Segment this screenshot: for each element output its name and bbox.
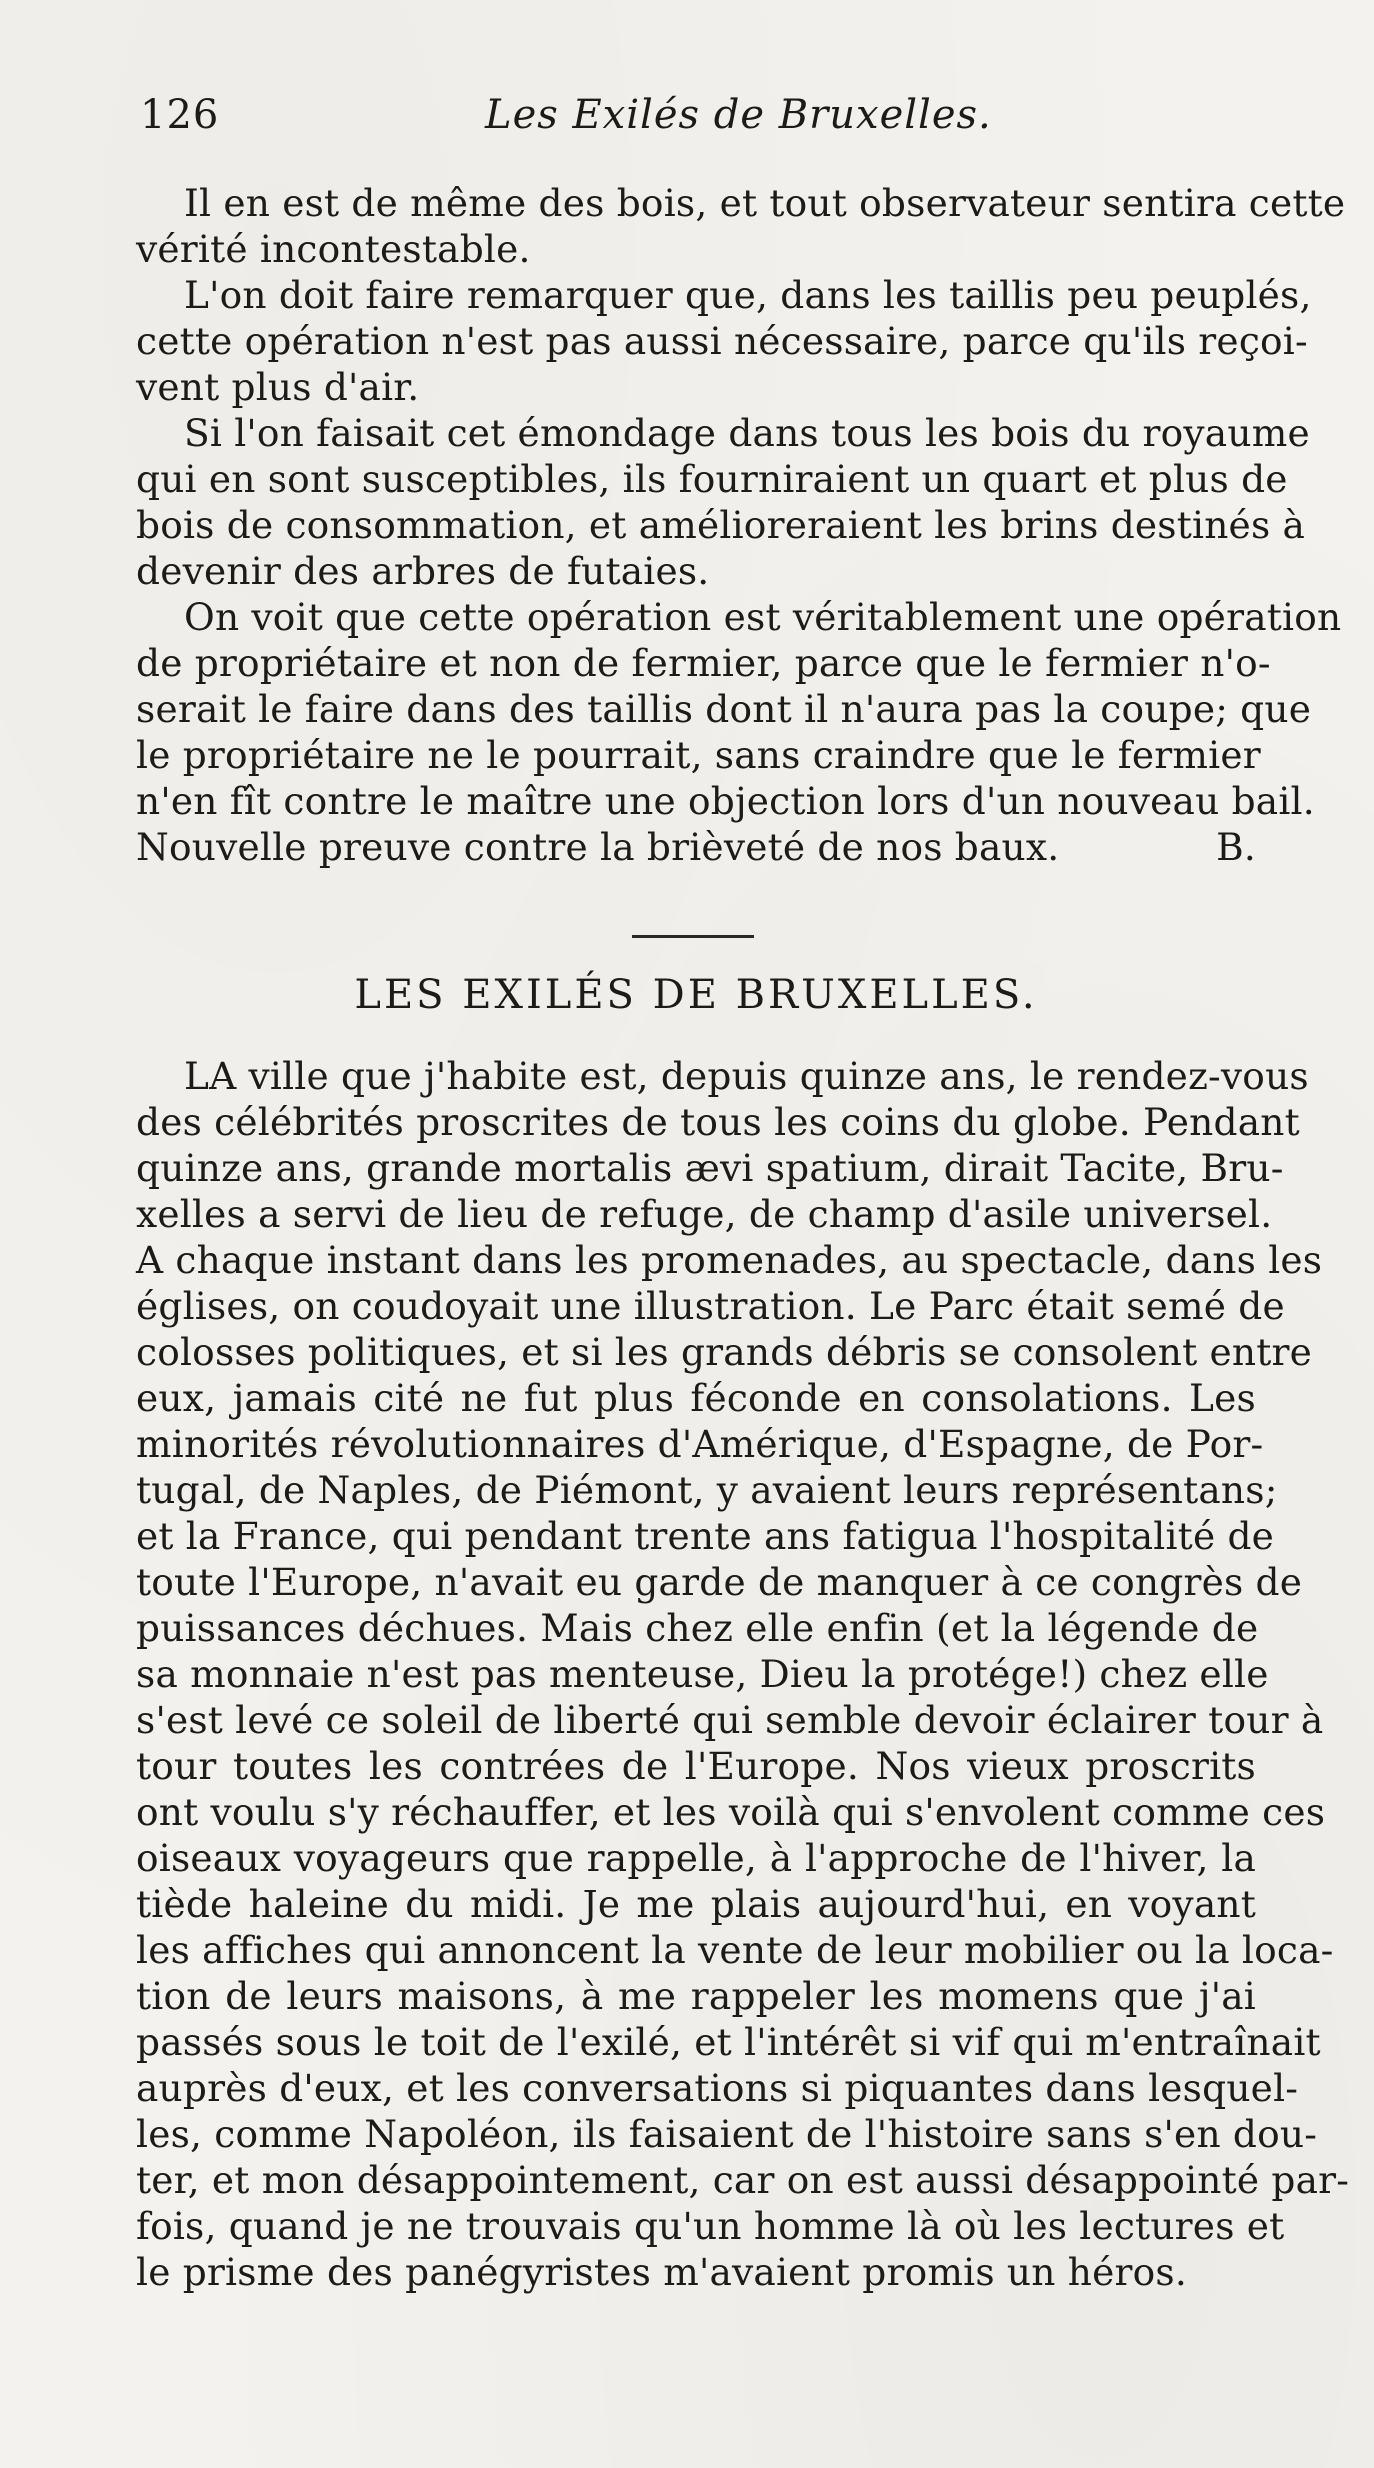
text-line: tour toutes les contrées de l'Europe. Nos vieux proscrits	[136, 1744, 1256, 1788]
text-line: puissances déchues. Mais chez elle enfin (et la légende de	[136, 1606, 1259, 1650]
text-line: serait le faire dans des taillis dont il n'aura pas la coupe; que	[136, 687, 1312, 731]
text-line: vent plus d'air.	[136, 365, 420, 409]
text-line: églises, on coudoyait une illustration. Le Parc était semé de	[136, 1284, 1285, 1328]
text-line: LA ville que j'habite est, depuis quinze ans, le rendez-vous	[184, 1054, 1309, 1098]
text-line: qui en sont susceptibles, ils fourniraient un quart et plus de	[136, 457, 1288, 501]
text-line: bois de consommation, et amélioreraient les brins destinés à	[136, 503, 1306, 547]
text-line-last	[136, 824, 1256, 870]
text-line: les affiches qui annoncent la vente de leur mobilier ou la loca-	[136, 1928, 1334, 1972]
text-line: sa monnaie n'est pas menteuse, Dieu la protége!) chez elle	[136, 1652, 1269, 1696]
text-line: tugal, de Naples, de Piémont, y avaient leurs représentans;	[136, 1468, 1278, 1512]
article-emondage	[136, 180, 1346, 870]
text-line: s'est levé ce soleil de liberté qui semble devoir éclairer tour à	[136, 1698, 1324, 1742]
text-line: xelles a servi de lieu de refuge, de champ d'asile universel.	[136, 1192, 1273, 1236]
text-line: ont voulu s'y réchauffer, et les voilà qui s'envolent comme ces	[136, 1790, 1326, 1834]
section-divider	[632, 935, 754, 938]
text-line: Il en est de même des bois, et tout observateur sentira cette	[184, 181, 1346, 225]
text-line: le propriétaire ne le pourrait, sans craindre que le fermier	[136, 733, 1261, 777]
text-line: de propriétaire et non de fermier, parce que le fermier n'o-	[136, 641, 1271, 685]
author-signature: B.	[1216, 825, 1256, 869]
text-line: toute l'Europe, n'avait eu garde de manquer à ce congrès de	[136, 1560, 1303, 1604]
text-line: devenir des arbres de futaies.	[136, 549, 710, 593]
text-line: auprès d'eux, et les conversations si piquantes dans lesquel-	[136, 2066, 1299, 2110]
text-line: vérité incontestable.	[136, 227, 531, 271]
text-line: A chaque instant dans les promenades, au spectacle, dans les	[136, 1238, 1323, 1282]
text-line: et la France, qui pendant trente ans fatigua l'hospitalité de	[136, 1514, 1275, 1558]
text-line: Si l'on faisait cet émondage dans tous les bois du royaume	[184, 411, 1310, 455]
text-line: minorités révolutionnaires d'Amérique, d'Espagne, de Por-	[136, 1422, 1264, 1466]
text-line: eux, jamais cité ne fut plus féconde en consolations. Les	[136, 1376, 1256, 1420]
text-line: passés sous le toit de l'exilé, et l'intérêt si vif qui m'entraînait	[136, 2020, 1321, 2064]
text-line: cette opération n'est pas aussi nécessaire, parce qu'ils reçoi-	[136, 319, 1308, 363]
text-line: L'on doit faire remarquer que, dans les taillis peu peuplés,	[184, 273, 1312, 317]
running-title: Les Exilés de Bruxelles.	[485, 92, 992, 138]
text-line: des célébrités proscrites de tous les coins du globe. Pendant	[136, 1100, 1300, 1144]
article-exiles	[136, 1053, 1350, 2295]
section-title: LES EXILÉS DE BRUXELLES.	[354, 972, 1038, 1018]
text-line: quinze ans, grande mortalis ævi spatium, dirait Tacite, Bru-	[136, 1146, 1284, 1190]
text-line: colosses politiques, et si les grands débris se consolent entre	[136, 1330, 1313, 1374]
text-line: Nouvelle preuve contre la brièveté de nos baux.	[136, 825, 1060, 869]
text-line: les, comme Napoléon, ils faisaient de l'histoire sans s'en dou-	[136, 2112, 1318, 2156]
text-line: On voit que cette opération est véritablement une opération	[184, 595, 1342, 639]
text-line: tiède haleine du midi. Je me plais aujourd'hui, en voyant	[136, 1882, 1256, 1926]
text-line: tion de leurs maisons, à me rappeler les momens que j'ai	[136, 1974, 1256, 2018]
page-header	[140, 92, 1250, 152]
text-line: oiseaux voyageurs que rappelle, à l'approche de l'hiver, la	[136, 1836, 1256, 1880]
page-number: 126	[140, 92, 220, 138]
text-line: fois, quand je ne trouvais qu'un homme là où les lectures et	[136, 2204, 1285, 2248]
text-line: le prisme des panégyristes m'avaient promis un héros.	[136, 2250, 1187, 2294]
text-line: ter, et mon désappointement, car on est aussi désappointé par-	[136, 2158, 1350, 2202]
text-line: n'en fît contre le maître une objection lors d'un nouveau bail.	[136, 779, 1315, 823]
